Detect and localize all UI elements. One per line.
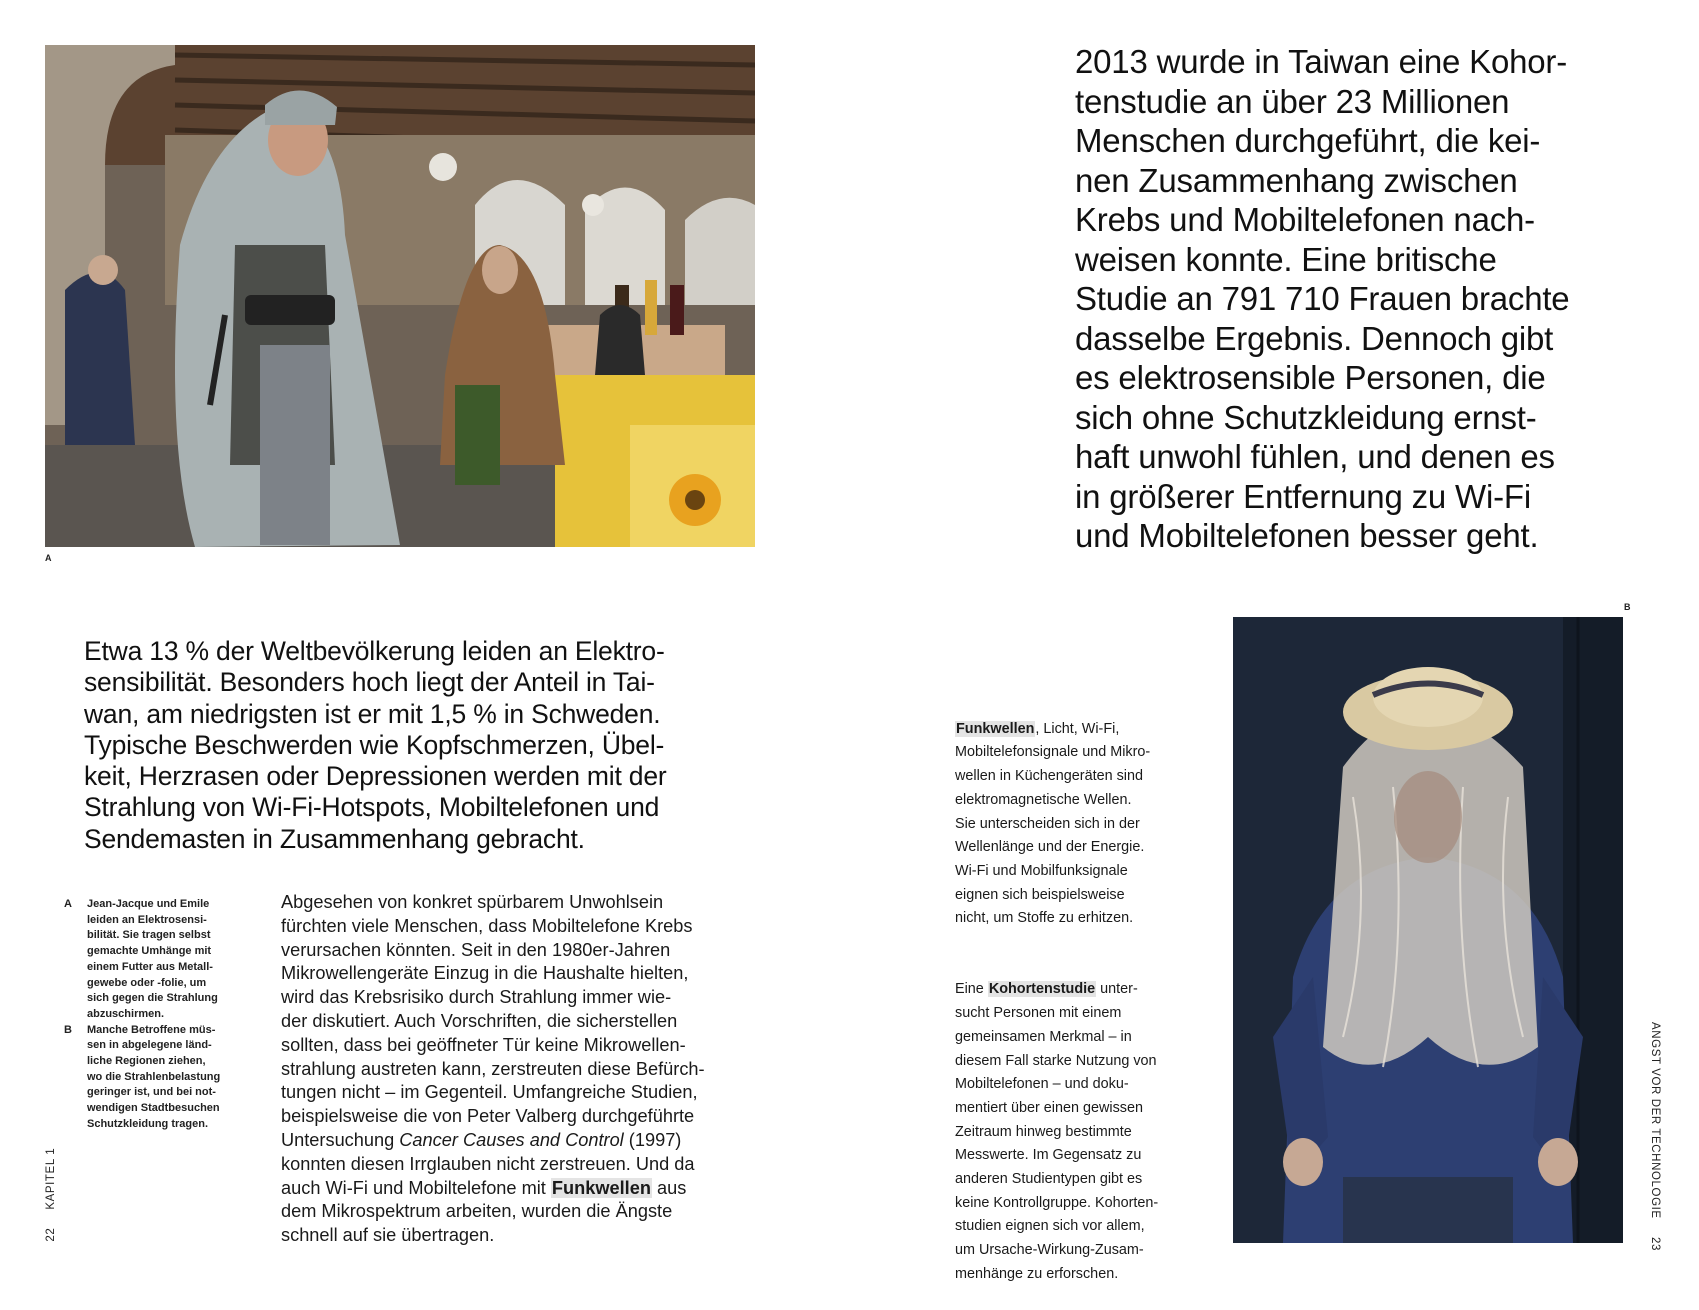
body-text bbox=[281, 891, 761, 1248]
intro-paragraph-left: Etwa 13 % der Weltbevölkerung leiden an Elektro- sensibilität. Besonders hoch liegt der Anteil in Tai- wan, am niedrigsten ist er mit 1,5 % in Schweden. Typische Beschwerden wie Kopfschmerzen, Übel- keit, Herzrasen oder Depressionen werden mit der Strahlung von Wi-Fi-Hotspots, Mobiltelefonen und Sendemasten in Zusammenhang gebracht. bbox=[84, 636, 667, 854]
glossary-definition: unter- sucht Personen mit einem gemeinsamen Merkmal – in diesem Fall starke Nutzung von Mobiltelefonen – und doku- mentiert über einen gewissen Zeitraum hinweg bestimmte Messwerte. Im Gegensatz zu anderen Studientypen gibt es keine Kontrollgruppe. Kohorten- studien eignen sich vor allem, um Ursache-Wirkung-Zusam- menhänge zu erforschen. bbox=[955, 981, 1159, 1282]
glossary-entry-kohortenstudie bbox=[955, 978, 1185, 1286]
page-number-right: 23 bbox=[1649, 1236, 1661, 1251]
glossary-column bbox=[955, 694, 1185, 1310]
chapter-label-right: ANGST VOR DER TECHNOLOGIE bbox=[1649, 1022, 1661, 1219]
photo-b-veiled-person bbox=[1233, 617, 1623, 1243]
footer-left bbox=[45, 1148, 57, 1242]
caption-a bbox=[64, 897, 244, 1023]
body-text-part: Abgesehen von konkret spürbarem Unwohlsein fürchten viele Menschen, dass Mobiltelefone Krebs verursachen könnten. Seit in den 1980er-Jahren Mikrowellengeräte Einzug in die Haushalte hielten, wird das Krebsrisiko durch Strahlung immer wie- der diskutiert. Auch Vorschriften, die sicherstellen sollten, dass bei geöffneter Tür keine Mikrowellen- strahlung austreten kann, zerstreuten diese Befürch- tungen nicht – im Gegenteil. Umfangreiche Studien, beispielsweise die von Peter Valberg durchgeführte Untersuchung bbox=[281, 892, 705, 1150]
glossary-term: Kohortenstudie bbox=[988, 981, 1096, 998]
body-text-part: aus dem Mikrospektrum arbeiten, wurden die Ängste schnell auf sie übertragen. bbox=[281, 1177, 687, 1246]
glossary-before: Eine bbox=[955, 981, 988, 998]
caption-b bbox=[64, 1023, 244, 1133]
figure-label-a: A bbox=[45, 553, 52, 563]
figure-label-b: B bbox=[1624, 602, 1631, 612]
highlight-term-funkwellen: Funkwellen bbox=[551, 1177, 651, 1198]
caption-text: Jean-Jacque und Emile leiden an Elektrosensi- bilität. Sie tragen selbst gemachte Umhänge mit einem Futter aus Metall- gewebe oder -folie, um sich gegen die Strahlung abzuschirmen. bbox=[87, 898, 218, 1020]
footer-right bbox=[1649, 1022, 1661, 1251]
caption-text: Manche Betroffene müs- sen in abgelegene länd- liche Regionen ziehen, wo die Strahlenbelastung geringer ist, und bei not- wendigen Stadtbesuchen Schutzkleidung tragen. bbox=[87, 1023, 221, 1130]
caption-letter: B bbox=[64, 1023, 72, 1036]
photo-a-market-hall bbox=[45, 45, 755, 547]
book-title: Cancer Causes and Control bbox=[399, 1129, 624, 1150]
figure-captions bbox=[64, 897, 244, 1133]
body-text-part: (1997) konnten diesen Irrglauben nicht zerstreuen. Und da auch Wi-Fi und Mobiltelefone mit bbox=[281, 1129, 695, 1198]
glossary-term: Funkwellen bbox=[956, 720, 1035, 737]
glossary-entry-funkwellen bbox=[955, 718, 1185, 931]
caption-letter: A bbox=[64, 898, 72, 910]
chapter-label-left: KAPITEL 1 bbox=[45, 1148, 57, 1211]
intro-paragraph-right: 2013 wurde in Taiwan eine Kohor- tenstudie an über 23 Millionen Menschen durchgeführt, die kei- nen Zusammenhang zwischen Krebs und Mobiltelefonen nach- weisen konnte. Eine britische Studie an 791 710 Frauen brachte dasselbe Ergebnis. Dennoch gibt es elektrosensible Personen, die sich ohne Schutzkleidung ernst- haft unwohl fühlen, und denen es in größerer Entfernung zu Wi-Fi und Mobiltelefonen besser geht. bbox=[1075, 43, 1570, 554]
page-number-left: 22 bbox=[45, 1228, 57, 1242]
glossary-definition: , Licht, Wi-Fi, Mobiltelefonsignale und Mikro- wellen in Küchengeräten sind elektromagnetische Wellen. Sie unterscheiden sich in der Wellenlänge und der Energie. Wi-Fi und Mobilfunksignale eignen sich beispielsweise nicht, um Stoffe zu erhitzen. bbox=[955, 720, 1151, 927]
